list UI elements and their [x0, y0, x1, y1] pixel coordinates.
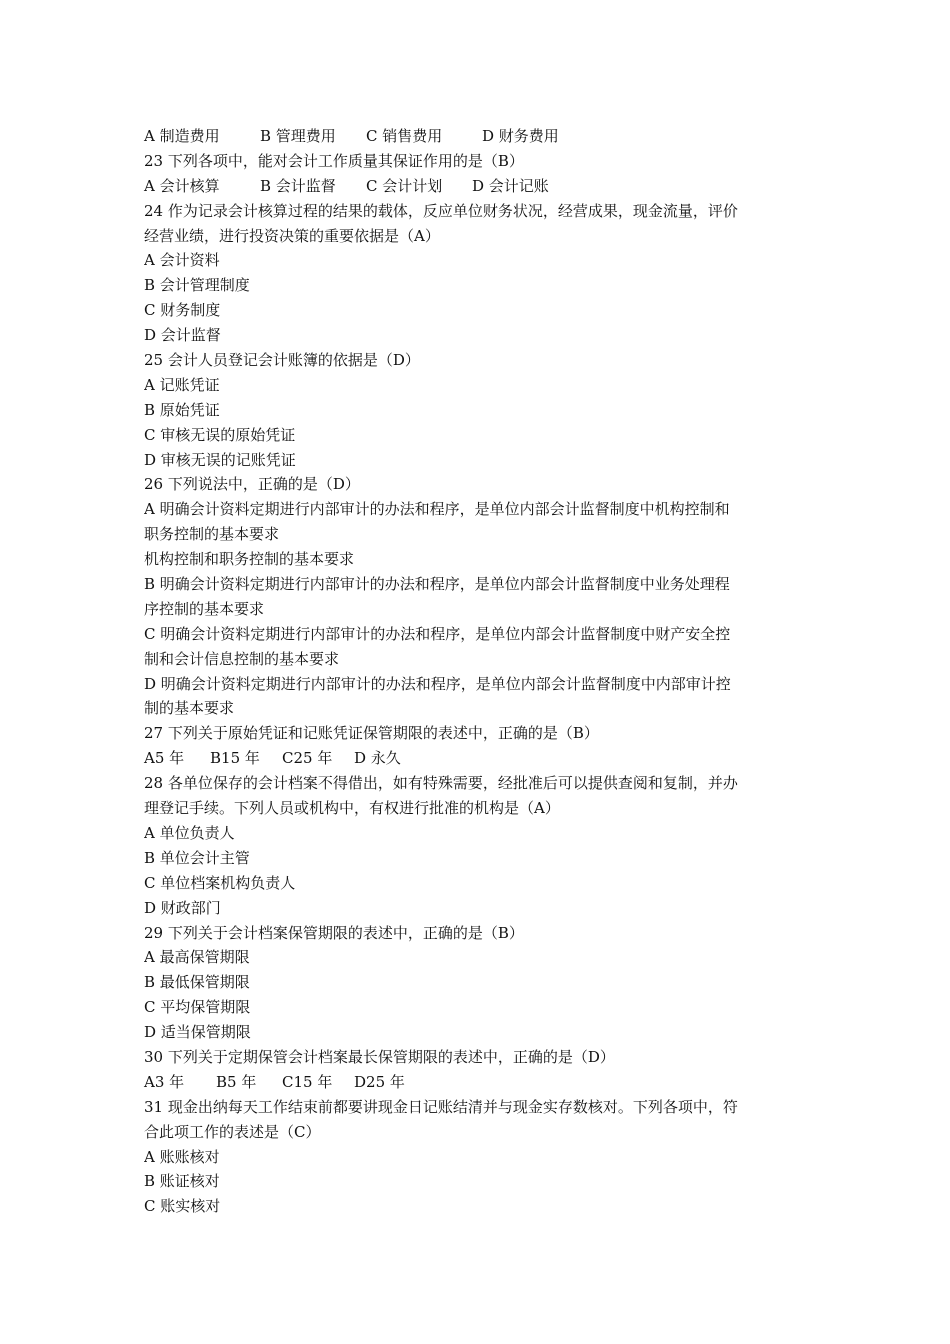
text-line: 23 下列各项中，能对会计工作质量其保证作用的是（B） [144, 151, 524, 170]
option-item: D 财务费用 [482, 127, 559, 145]
text-line: 26 下列说法中，正确的是（D） [144, 475, 360, 494]
text-line: B 账证核对 [144, 1172, 220, 1191]
text-line: 合此项工作的表述是（C） [144, 1122, 321, 1141]
text-line: 31 现金出纳每天工作结束前都要讲现金日记账结清并与现金实存数核对。下列各项中，符 [144, 1097, 738, 1116]
option-item: D 会计记账 [472, 176, 549, 195]
text-line: 30 下列关于定期保管会计档案最长保管期限的表述中，正确的是（D） [144, 1047, 615, 1066]
text-line: B 单位会计主管 [144, 848, 250, 867]
text-line: B 原始凭证 [144, 400, 220, 419]
text-line: A 明确会计资料定期进行内部审计的办法和程序，是单位内部会计监督制度中机构控制和 [144, 500, 730, 519]
option-item: C25 年 [282, 749, 333, 768]
text-line: C 账实核对 [144, 1197, 221, 1216]
option-item: A3 年 [144, 1072, 185, 1091]
text-line: 理登记手续。下列人员或机构中，有权进行批准的机构是（A） [144, 799, 560, 818]
text-line: A 最高保管期限 [144, 948, 250, 967]
text-line: A 账账核对 [144, 1147, 220, 1166]
text-line: 28 各单位保存的会计档案不得借出，如有特殊需要，经批准后可以提供查阅和复制，并办 [144, 774, 738, 793]
text-line: A 单位负责人 [144, 823, 235, 842]
option-item: A 制造费用 [144, 127, 220, 145]
option-item: C 销售费用 [366, 127, 443, 145]
text-line: D 财政部门 [144, 898, 221, 917]
text-line: D 适当保管期限 [144, 1023, 251, 1042]
text-line: 25 会计人员登记会计账簿的依据是（D） [144, 351, 420, 370]
option-item: D25 年 [354, 1072, 405, 1091]
options-row [144, 1070, 808, 1095]
document-body [144, 124, 808, 1219]
text-line: 职务控制的基本要求 [144, 525, 280, 544]
text-line: C 平均保管期限 [144, 998, 251, 1017]
text-line: B 会计管理制度 [144, 276, 250, 295]
option-item: B15 年 [210, 749, 260, 768]
text-line: C 审核无误的原始凭证 [144, 425, 296, 444]
text-line: 27 下列关于原始凭证和记账凭证保管期限的表述中，正确的是（B） [144, 724, 599, 743]
option-item: B 管理费用 [260, 127, 336, 145]
text-line: 制的基本要求 [144, 699, 235, 718]
text-line: B 最低保管期限 [144, 973, 250, 992]
text-line: A 记账凭证 [144, 375, 220, 394]
text-line: C 单位档案机构负责人 [144, 873, 296, 892]
text-line: C 财务制度 [144, 301, 221, 320]
option-item: B5 年 [216, 1072, 257, 1091]
text-line: 经营业绩，进行投资决策的重要依据是（A） [144, 226, 440, 245]
text-line: D 明确会计资料定期进行内部审计的办法和程序，是单位内部会计监督制度中内部审计控 [144, 674, 731, 693]
option-item: C 会计计划 [366, 176, 443, 195]
options-row [144, 124, 808, 149]
options-row [144, 746, 808, 771]
text-line: 机构控制和职务控制的基本要求 [144, 550, 355, 569]
text-line: A 会计资料 [144, 251, 220, 270]
text-line: 制和会计信息控制的基本要求 [144, 649, 340, 668]
text-line: D 会计监督 [144, 326, 221, 345]
text-line: 24 作为记录会计核算过程的结果的载体，反应单位财务状况，经营成果，现金流量，评价 [144, 201, 738, 220]
text-line: D 审核无误的记账凭证 [144, 450, 296, 469]
option-item: D 永久 [354, 749, 401, 768]
option-item: A5 年 [144, 749, 185, 768]
text-line: 序控制的基本要求 [144, 599, 265, 618]
text-line: 29 下列关于会计档案保管期限的表述中，正确的是（B） [144, 923, 524, 942]
text-line: C 明确会计资料定期进行内部审计的办法和程序，是单位内部会计监督制度中财产安全控 [144, 624, 731, 643]
option-item: C15 年 [282, 1072, 333, 1091]
option-item: B 会计监督 [260, 176, 336, 195]
text-line: B 明确会计资料定期进行内部审计的办法和程序，是单位内部会计监督制度中业务处理程 [144, 575, 730, 594]
options-row [144, 174, 808, 199]
option-item: A 会计核算 [144, 176, 220, 195]
